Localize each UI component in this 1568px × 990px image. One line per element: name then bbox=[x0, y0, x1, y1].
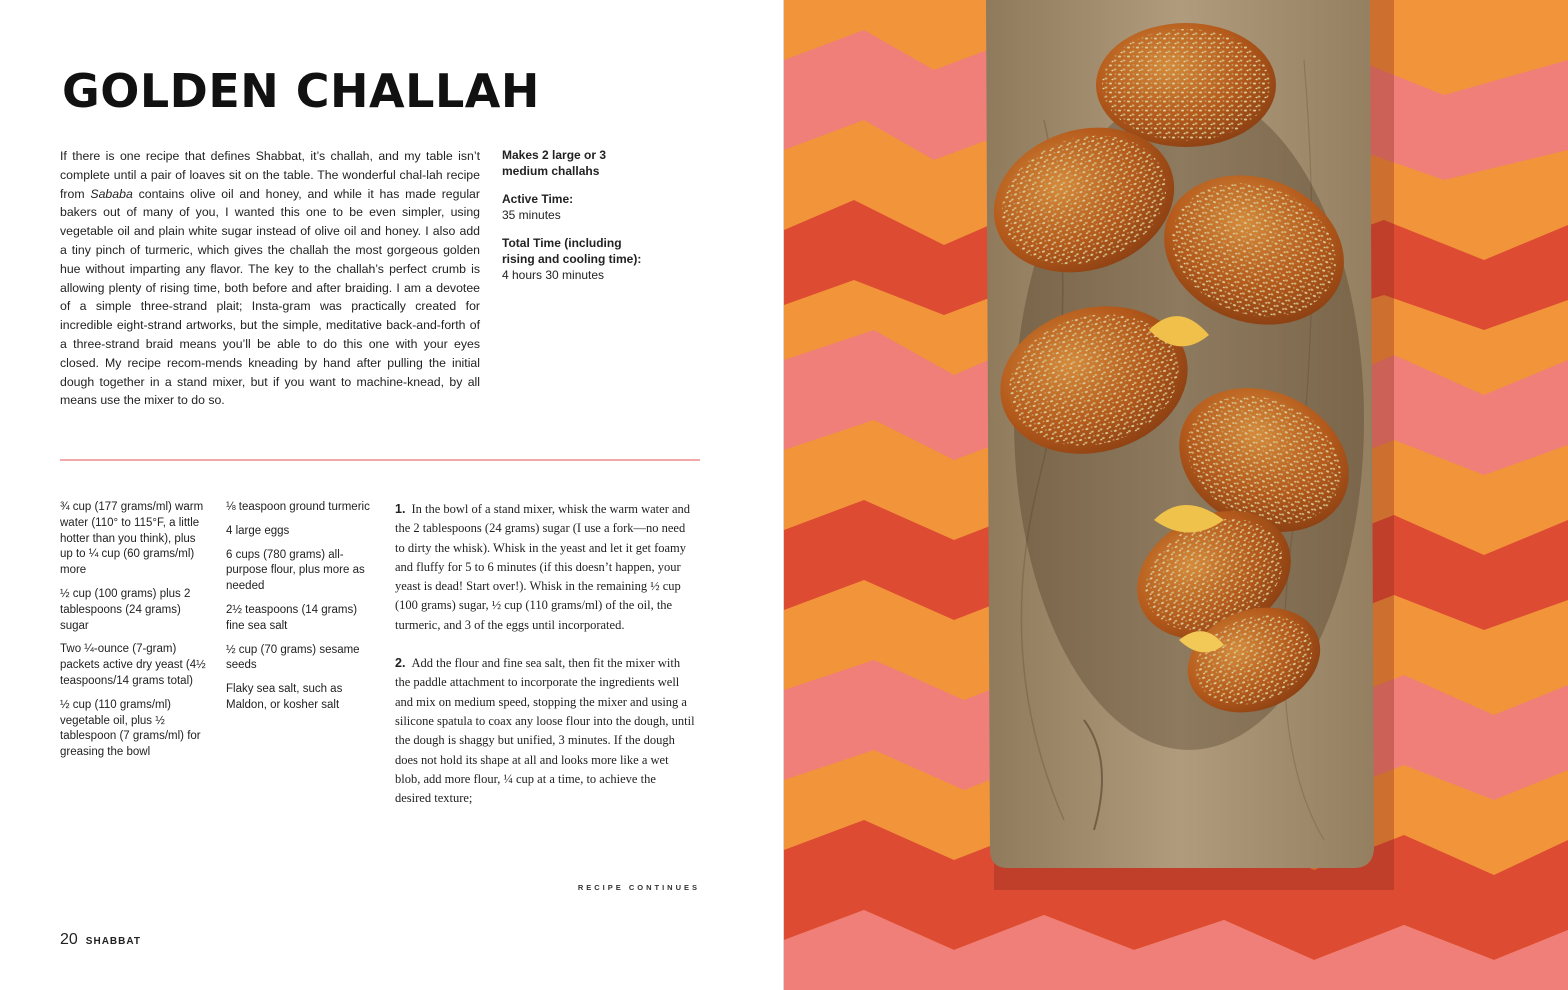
intro-book-title: Sababa bbox=[90, 186, 133, 201]
ingredient-item: 6 cups (780 grams) all-purpose flour, plus more as needed bbox=[226, 548, 365, 593]
recipe-meta bbox=[502, 147, 652, 295]
recipe-continues-note: RECIPE CONTINUES bbox=[577, 883, 700, 892]
section-name: SHABBAT bbox=[85, 936, 141, 947]
recipe-title: GOLDEN CHALLAH bbox=[62, 64, 540, 118]
recipe-intro bbox=[60, 147, 480, 410]
intro-text-1: If there is one recipe that defines Shabbat, it’s challah, and my table isn’t complete until a pair of loaves sit on the table. The wonderful chal-lah recipe from bbox=[60, 149, 480, 201]
active-time-label: Active Time: bbox=[502, 192, 574, 206]
method-step bbox=[395, 654, 695, 808]
ingredient-item: Two ¼-ounce (7-gram) packets active dry yeast (4½ teaspoons/14 grams total) bbox=[60, 643, 206, 687]
ingredient-item: ½ cup (100 grams) plus 2 tablespoons (24 grams) sugar bbox=[60, 587, 191, 632]
ingredient-item: ½ cup (110 grams/ml) vegetable oil, plus ½ tablespoon (7 grams/ml) for greasing the bowl bbox=[60, 698, 201, 759]
total-time-label: Total Time (including rising and cooling time): bbox=[502, 236, 642, 266]
active-time-value: 35 minutes bbox=[502, 208, 561, 222]
ingredient-item: ½ cup (70 grams) sesame seeds bbox=[226, 643, 360, 672]
page-footer bbox=[60, 931, 141, 949]
ingredients-column-1 bbox=[60, 500, 210, 769]
total-time-value: 4 hours 30 minutes bbox=[502, 268, 605, 282]
step-text: Add the flour and fine sea salt, then fit the mixer with the paddle attachment to incorporate the ingredients well and mix on medium speed, stopping the mixer and using a silicone spatula to coax any loose flour into the dough, until the dough is shaggy but unified, 3 minutes. If the dough does not hold its shape at all and looks more like a wet blob, add more flour, ¼ cup at a time, to achieve the desired texture; bbox=[395, 656, 695, 806]
ingredient-item: ¾ cup (177 grams/ml) warm water (110° to 115°F, a little hotter than you think), plus up to ¼ cup (60 grams/ml) more bbox=[60, 501, 204, 577]
method-step bbox=[395, 500, 695, 635]
step-text: In the bowl of a stand mixer, whisk the warm water and the 2 tablespoons (24 grams) sugar (I use a fork—no need to dirty the whisk). Whisk in the yeast and let it get foamy and fluffy for 5 to 6 minutes (if this doesn’t happen, your yeast is dead! Start over!). Whisk in the remaining ½ cup (100 grams) sugar, ½ cup (110 grams/ml) of the oil, the turmeric, and 3 of the eggs until incorporated. bbox=[395, 502, 691, 632]
section-divider bbox=[60, 459, 700, 461]
ingredient-item: ⅛ teaspoon ground turmeric bbox=[226, 501, 370, 513]
active-time-block bbox=[502, 191, 652, 223]
page-number: 20 bbox=[60, 931, 78, 948]
yield-block bbox=[502, 147, 652, 179]
total-time-block bbox=[502, 235, 652, 283]
step-number: 1. bbox=[395, 502, 406, 516]
right-page bbox=[784, 0, 1568, 990]
ingredient-item: 4 large eggs bbox=[226, 524, 290, 537]
intro-text-2: contains olive oil and honey, and while it has made regular bakers out of many of you, I wanted this one to be even simpler, using vegetable oil and plain white sugar instead of olive oil and honey. I also add a tiny pinch of turmeric, which gives the challah the most gorgeous golden hue without imparting any flavor. The key to the challah’s perfect crumb is allowing plenty of rising time, both before and after braiding. I am a devotee of a simple three-strand plait; Insta-gram was practically created for incredible eight-strand artworks, but the simple, meditative back-and-forth of a three-strand braid means you’ll be able to do this one with your eyes closed. My recipe recom-mends kneading by hand after pulling the initial dough together in a stand mixer, but if you want to machine-knead, by all means use the mixer to do so. bbox=[60, 186, 480, 408]
method-steps bbox=[395, 500, 695, 827]
ingredient-item: Flaky sea salt, such as Maldon, or kosher salt bbox=[226, 683, 343, 711]
step-number: 2. bbox=[395, 656, 406, 671]
yield-text: Makes 2 large or 3 medium challahs bbox=[502, 148, 607, 178]
challah-photo bbox=[784, 0, 1568, 990]
ingredient-item: 2½ teaspoons (14 grams) fine sea salt bbox=[226, 603, 358, 632]
ingredients-column-2 bbox=[226, 500, 376, 722]
